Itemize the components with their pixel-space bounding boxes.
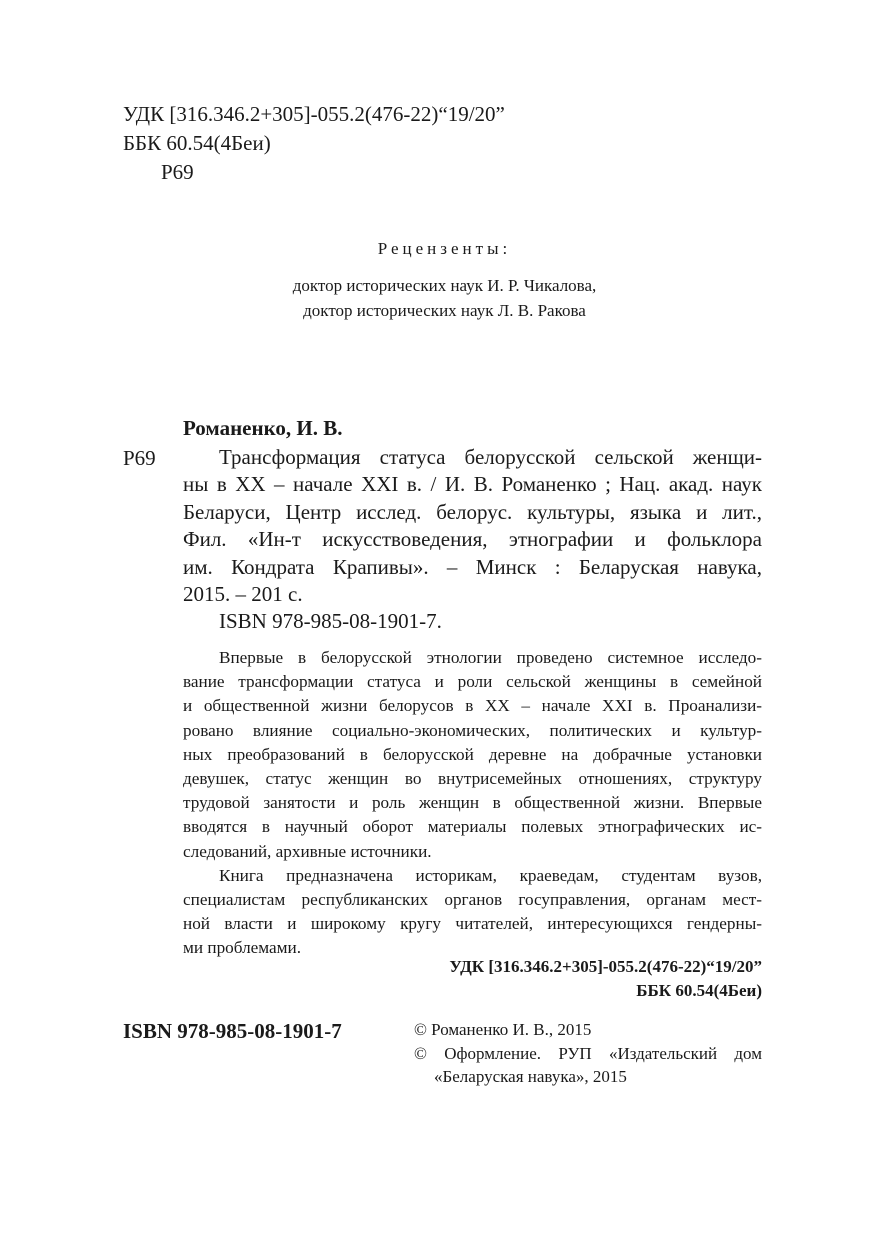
annotation-line: специалистам республиканских органов госуправления, органам мест- — [183, 890, 762, 910]
biblio-line: Беларуси, Центр исслед. белорус. культуры, языка и лит., — [183, 499, 762, 524]
reviewers-heading: Рецензенты: — [377, 239, 512, 258]
copyright-design: © Оформление. РУП «Издательский дом — [414, 1043, 762, 1063]
copyright-block — [414, 1018, 762, 1089]
biblio-line: им. Кондрата Крапивы». – Минск : Беларуская навука, — [183, 554, 762, 579]
author-mark: Р69 — [161, 160, 194, 184]
annotation-line: Книга предназначена историкам, краеведам, студентам вузов, — [219, 865, 762, 885]
author-mark-left: Р69 — [123, 446, 156, 470]
biblio-isbn: ISBN 978-985-08-1901-7. — [219, 609, 442, 634]
annotation-line: ной власти и широкому кругу читателей, интересующихся гендерны- — [183, 914, 762, 934]
reviewer-item: доктор исторических наук Л. В. Ракова — [303, 301, 586, 320]
copyright-author: © Романенко И. В., 2015 — [414, 1020, 592, 1039]
isbn-number: ISBN 978-985-08-1901-7 — [123, 1019, 342, 1043]
annotation-line: трудовой занятости и роль женщин в общественной жизни. Впервые — [183, 793, 762, 813]
annotation-line: и общественной жизни белорусов в XX – начале XXI в. Проанализи- — [183, 696, 762, 716]
reviewer-item: доктор исторических наук И. Р. Чикалова, — [292, 276, 597, 295]
annotation-line: ных преобразований в белорусской деревне на добрачные установки — [183, 744, 762, 764]
bbk-code: ББК 60.54(4Беи) — [123, 131, 271, 155]
annotation-line: следований, архивные источники. — [183, 841, 432, 861]
classification-block-bottom — [449, 955, 762, 1003]
annotation-line: вание трансформации статуса и роли сельской женщины в семейной — [183, 672, 762, 692]
reviewers-block — [0, 236, 875, 323]
biblio-line: Трансформация статуса белорусской сельской женщи- — [219, 445, 762, 469]
bbk-code-bottom: ББК 60.54(4Беи) — [636, 981, 762, 1000]
udk-code-bottom: УДК [316.346.2+305]-055.2(476-22)“19/20” — [449, 957, 762, 976]
biblio-line: Фил. «Ин-т искусствоведения, этнографии и фольклора — [183, 527, 762, 552]
copyright-publisher: «Беларуская навука», 2015 — [434, 1067, 627, 1086]
udk-code: УДК [316.346.2+305]-055.2(476-22)“19/20” — [123, 102, 505, 126]
annotation-line: Впервые в белорусской этнологии проведено системное исследо- — [219, 648, 762, 667]
annotation-line: ровано влияние социально-экономических, политических и культур- — [183, 720, 762, 740]
classification-block-top — [123, 100, 505, 187]
biblio-line: 2015. – 201 с. — [183, 582, 303, 607]
bibliographic-description — [183, 444, 762, 636]
annotation-line: девушек, статус женщин во внутрисемейных отношениях, структуру — [183, 769, 762, 789]
annotation-line: ми проблемами. — [183, 938, 302, 958]
author-heading: Романенко, И. В. — [183, 416, 343, 440]
biblio-line: ны в XX – начале XXI в. / И. В. Романенко ; Нац. акад. наук — [183, 472, 762, 497]
annotation-text — [183, 646, 762, 961]
annotation-line: вводятся в научный оборот материалы полевых этнографических ис- — [183, 817, 762, 837]
